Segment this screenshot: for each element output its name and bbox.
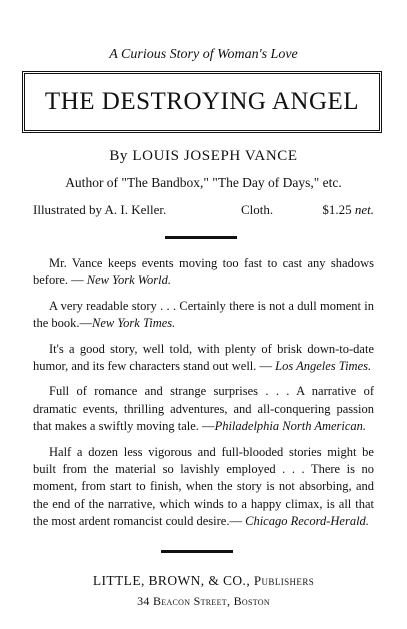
review-text: Full of romance and strange surprises . . . A narrative of dramatic events, thrilling adventures, and all-conquering passion that makes a swiftly moving tale. —	[33, 384, 374, 434]
byline: By LOUIS JOSEPH VANCE	[109, 148, 298, 164]
publisher-name: LITTLE, BROWN, & CO.,	[92, 573, 251, 588]
review-source: Los Angeles Times.	[275, 359, 372, 374]
review-quote	[33, 341, 374, 376]
title-box	[22, 71, 382, 133]
review-source: Chicago Record-Herald.	[245, 514, 369, 529]
price	[322, 202, 374, 218]
review-list	[33, 255, 374, 539]
review-quote	[33, 383, 374, 435]
review-source: New York Times.	[92, 316, 176, 331]
price-amount: $1.25	[322, 202, 352, 217]
review-source: New York World.	[86, 273, 171, 288]
price-suffix: net.	[354, 202, 374, 217]
divider-top	[165, 236, 237, 239]
review-quote	[33, 255, 374, 290]
review-quote	[33, 444, 374, 531]
publisher-role: Publishers	[253, 573, 315, 588]
binding-type: Cloth.	[241, 202, 274, 217]
review-text: A very readable story . . . Certainly there is not a dull moment in the book.—	[33, 298, 374, 331]
illustrator-credit: Illustrated by A. I. Keller.	[33, 202, 167, 217]
review-text: Half a dozen less vigorous and full-blooded stories might be built from the material so lavishly employed . . . There is no moment, from start to finish, when the story is not absorbing, and the end of the narrative, which winds to a happy climax, is all that the most ardent romancist could desire.—	[33, 444, 374, 529]
author-works: Author of "The Bandbox," "The Day of Days," etc.	[65, 175, 342, 190]
review-text: It's a good story, well told, with plenty of brisk down-to-date humor, and its few characters stand out well. —	[33, 341, 374, 374]
divider-bottom	[161, 550, 233, 553]
tagline: A Curious Story of Woman's Love	[109, 47, 298, 62]
review-source: Philadelphia North American.	[214, 419, 367, 434]
review-text: Mr. Vance keeps events moving too fast to cast any shadows before. —	[33, 256, 374, 288]
book-title: THE DESTROYING ANGEL	[44, 88, 360, 115]
publisher-line	[0, 573, 407, 589]
publisher-address: 34 Beacon Street, Boston	[137, 594, 270, 608]
review-quote	[33, 298, 374, 333]
book-details	[33, 202, 374, 220]
